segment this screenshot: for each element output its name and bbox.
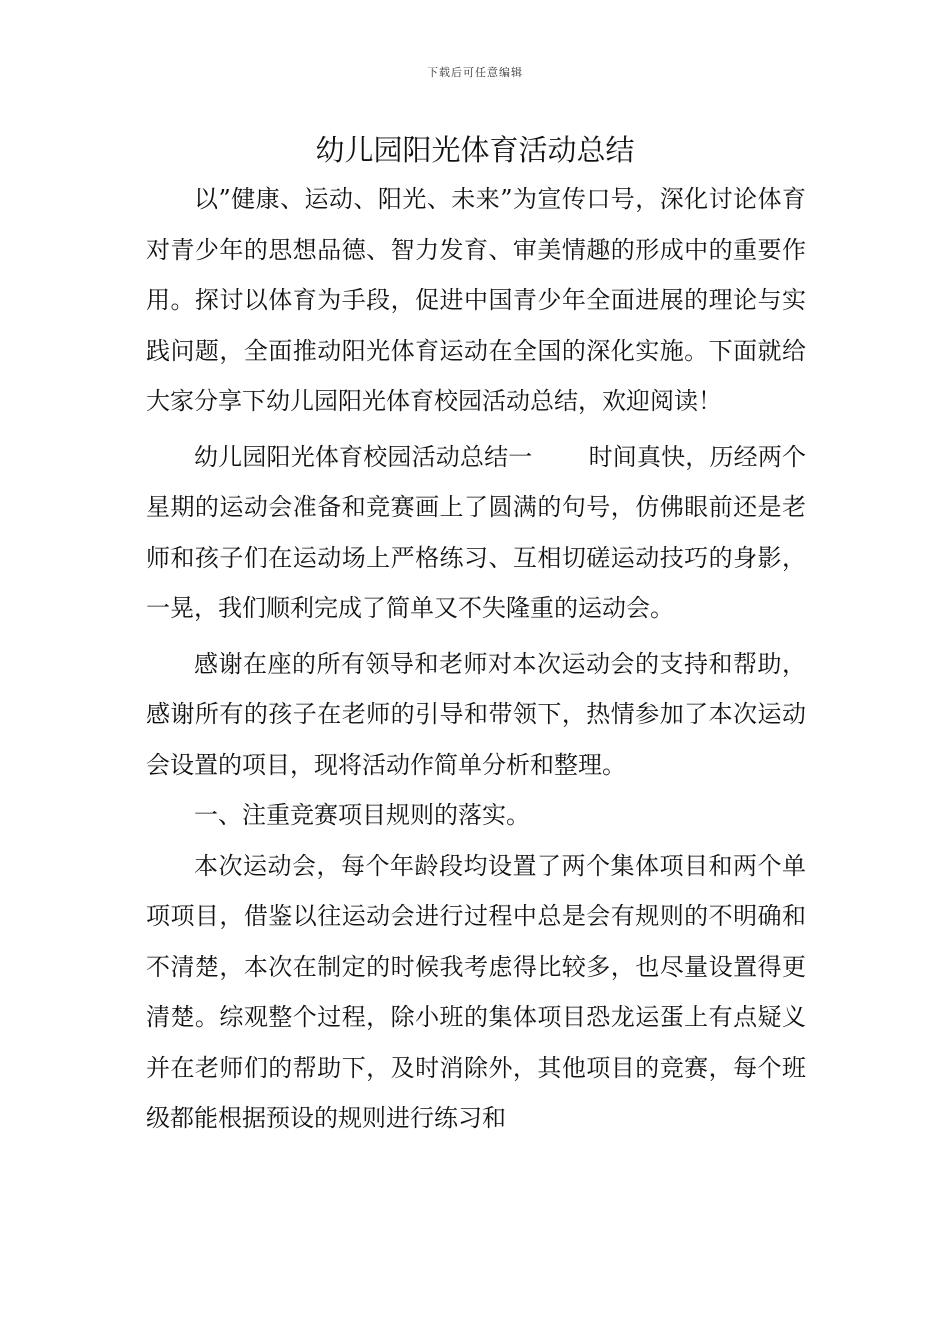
heading-one: 一、注重竞赛项目规则的落实。 xyxy=(194,801,530,829)
document-body xyxy=(146,174,806,1144)
section-lead-text: 时间真快，历经两个星期的运动会准备和竞赛画上了圆满的句号，仿佛眼前还是老师和孩子们在运动场上严格练习、互相切磋运动技巧的身影，一晃，我们顺利完成了简单又不失隆重的运动会。 xyxy=(146,442,807,622)
section-one-paragraph xyxy=(146,432,806,634)
section-title: 幼儿园阳光体育校园活动总结一 xyxy=(194,442,533,471)
intro-paragraph: 以”健康、运动、阳光、未来”为宣传口号，深化讨论体育对青少年的思想品德、智力发育、审美情趣的形成中的重要作用。探讨以体育为手段，促进中国青少年全面进展的理论与实践问题，全面推动阳光体育运动在全国的深化实施。下面就给大家分享下幼儿园阳光体育校园活动总结，欢迎阅读！ xyxy=(146,185,806,415)
page-header-note: 下载后可任意编辑 xyxy=(427,66,523,79)
rules-paragraph: 本次运动会，每个年龄段均设置了两个集体项目和两个单项项目，借鉴以往运动会进行过程中总是会有规则的不明确和不清楚，本次在制定的时候我考虑得比较多，也尽量设置得更清楚。综观整个过程，除小班的集体项目恐龙运蛋上有点疑义并在老师们的帮助下，及时消除外，其他项目的竞赛，每个班级都能根据预设的规则进行练习和 xyxy=(146,851,806,1132)
document-title: 幼儿园阳光体育活动总结 xyxy=(315,133,635,167)
thanks-paragraph: 感谢在座的所有领导和老师对本次运动会的支持和帮助，感谢所有的孩子在老师的引导和带领下，热情参加了本次运动会设置的项目，现将活动作简单分析和整理。 xyxy=(146,649,806,779)
